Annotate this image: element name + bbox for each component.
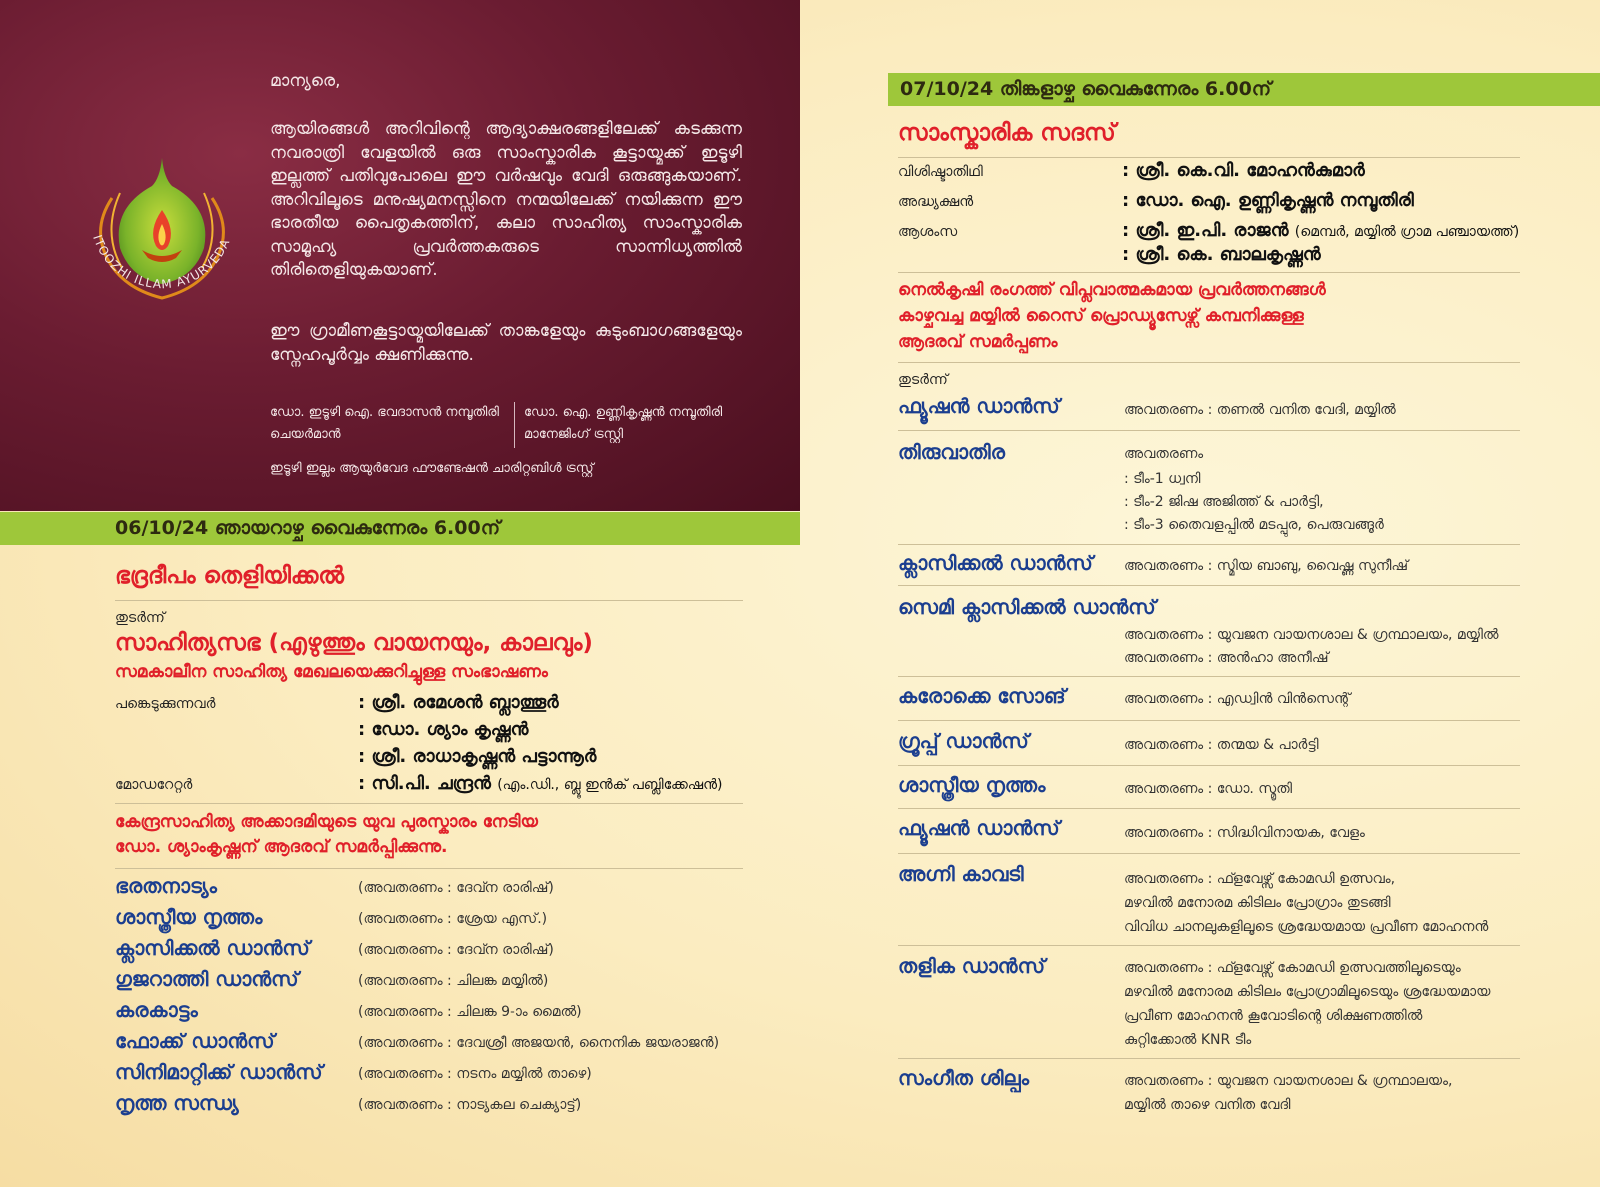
day2-followed-by: തുടർന്ന് (898, 372, 948, 388)
day2-honour-line-3: ആദരവ് സമർപ്പണം (898, 332, 1058, 352)
program-performer: (അവതരണം : ശ്രേയ എസ്.) (358, 911, 548, 927)
program-performer: അവതരണം : യുവജന വായനശാല & ഗ്രന്ഥാലയം, മയ്യിൽ (1124, 627, 1499, 643)
divider (898, 585, 1520, 586)
program-name: ഫ്യൂഷൻ ഡാൻസ് (898, 816, 1060, 840)
participant: : ശ്രീ. രമേശൻ ബ്ലാത്തൂർ (358, 692, 559, 713)
participants-label: പങ്കെടുക്കുന്നവർ (115, 696, 216, 712)
signature-divider (514, 402, 515, 448)
program-performer: അവതരണം : ഡോ. സ്മൃതി (1124, 781, 1293, 797)
guest-name: : ശ്രീ. കെ.വി. മോഹൻകുമാർ (1122, 160, 1365, 181)
moderator-name: : സി.പി. ചന്ദ്രൻ (358, 773, 491, 794)
divider (898, 362, 1520, 363)
divider (115, 868, 743, 869)
president-label: അദ്ധ്യക്ഷൻ (898, 194, 974, 210)
program-name: തളിക ഡാൻസ് (898, 954, 1046, 978)
felicitation-label: ആശംസ (898, 224, 958, 240)
divider (115, 600, 743, 601)
program-performer: അവതരണം (1124, 446, 1204, 462)
program-performer: മഴവിൽ മനോരമ കിടിലം പ്രോഗ്രാമിലൂടെയും ശ്രദ്ധേയമായ (1124, 984, 1491, 1000)
program-performer: (അവതരണം : ദേവ്ന രാരിഷ്) (358, 942, 554, 958)
signatory-2-role: മാനേജിംഗ് ട്രസ്റ്റി (524, 427, 624, 442)
program-name: തിരുവാതിര (898, 440, 1005, 464)
signatory-1-role: ചെയർമാൻ (270, 427, 341, 442)
program-performer: അവതരണം : അൻഹാ അനീഷ് (1124, 650, 1329, 666)
program-name: ഫ്യൂഷൻ ഡാൻസ് (898, 394, 1060, 418)
signatory-2-name: ഡോ. ഐ. ഉണ്ണികൃഷ്ണൻ നമ്പൂതിരി (524, 405, 723, 420)
day1-honour-line-2: ഡോ. ശ്യാംകൃഷ്ണന് ആദരവ് സമർപ്പിക്കുന്നു. (115, 837, 448, 857)
felicitation-note: (മെമ്പർ, മയ്യിൽ ഗ്രാമ പഞ്ചായത്ത്) (1294, 224, 1520, 240)
program-performer: മഴവിൽ മനോരമ കിടിലം പ്രോഗ്രാം തുടങ്ങി (1124, 895, 1391, 911)
felicitation-name (1122, 220, 1519, 241)
program-name: കരോക്കെ സോങ് (898, 684, 1066, 708)
divider (898, 544, 1520, 545)
divider (898, 272, 1520, 273)
program-performer: അവതരണം : സിദ്ധിവിനായക, വേളം (1124, 825, 1365, 841)
divider (898, 765, 1520, 766)
guest-label: വിശിഷ്ടാതിഥി (898, 164, 983, 180)
letter-salutation: മാന്യരെ, (270, 71, 341, 91)
signatory-1 (270, 402, 499, 446)
day1-followed-by: തുടർന്ന് (115, 610, 165, 626)
foundation-logo (72, 138, 252, 338)
program-performer: (അവതരണം : ദേവശ്രീ അജയൻ, നൈനിക ജയരാജൻ) (358, 1035, 720, 1051)
trust-name: ഇടൂഴി ഇല്ലം ആയുർവേദ ഫൗണ്ടേഷൻ ചാരിറ്റബിൾ ട്രസ്റ്റ് (270, 461, 594, 476)
participant: : ഡോ. ശ്യാം കൃഷ്ണൻ (358, 719, 529, 740)
day2-honour-line-2: കാഴ്ചവച്ച മയ്യിൽ റൈസ് പ്രൊഡ്യൂസേഴ്സ് കമ്പനിക്കുള്ള (898, 306, 1304, 326)
sahithyasabha-title: സാഹിത്യസഭ (എഴുത്തും വായനയും, കാലവും) (115, 630, 593, 656)
program-performer: അവതരണം : സ്മിയ ബാബു, വൈഷ്ണ സുനീഷ് (1124, 558, 1408, 574)
president-name: : ഡോ. ഐ. ഉണ്ണികൃഷ്ണൻ നമ്പൂതിരി (1122, 190, 1414, 211)
letter-paragraph-2: ഈ ഗ്രാമീണകൂട്ടായ്മയിലേക്ക് താങ്കളേയും കുടുംബാഗങ്ങളേയും സ്നേഹപൂർവ്വം ക്ഷണിക്കുന്നു. (270, 321, 742, 365)
signatory-2 (524, 402, 722, 446)
program-performer: (അവതരണം : ചിലങ്ക 9-ാം മൈൽ) (358, 1004, 582, 1020)
program-performer: അവതരണം : യുവജന വായനശാല & ഗ്രന്ഥാലയം, (1124, 1073, 1453, 1089)
program-name: സംഗീത ശില്പം (898, 1066, 1030, 1090)
day1-honour-line-1: കേന്ദ്രസാഹിത്യ അക്കാദമിയുടെ യുവ പുരസ്കാരം നേടിയ (115, 812, 538, 832)
program-performer: : ടീം-2 ജിഷ അജിത്ത് & പാർട്ടി, (1124, 494, 1324, 510)
program-performer: (അവതരണം : നാട്യകല ചെക്യാട്ട്) (358, 1097, 582, 1113)
day1-date: 06/10/24 ഞായറാഴ്ച വൈകുന്നേരം 6.00ന് (115, 517, 501, 539)
moderator (358, 773, 723, 794)
moderator-label: മോഡറേറ്റർ (115, 777, 193, 793)
program-name: ശാസ്ത്രീയ നൃത്തം (115, 905, 263, 929)
logo-text: ITOOZHI ILLAM AYURVEDA (90, 233, 233, 292)
program-performer: (അവതരണം : നടനം മയ്യിൽ താഴെ) (358, 1066, 592, 1082)
program-name: ഭരതനാട്യം (115, 874, 217, 898)
divider (898, 157, 1520, 158)
moderator-note: (എം.ഡി., ബ്ലൂ ഇൻക് പബ്ലിക്കേഷൻ) (497, 777, 723, 793)
day2-date: 07/10/24 തിങ്കളാഴ്ച വൈകുന്നേരം 6.00ന് (900, 78, 1272, 100)
signatory-1-name: ഡോ. ഇടൂഴി ഐ. ഭവദാസൻ നമ്പൂതിരി (270, 405, 499, 420)
divider (898, 676, 1520, 677)
divider (898, 945, 1520, 946)
program-performer: അവതരണം : ഫ്ളവേഴ്സ് കോമഡി ഉത്സവം, (1124, 871, 1396, 887)
program-name: ഫോക്ക് ഡാൻസ് (115, 1029, 275, 1053)
felicitation-name-2: : ശ്രീ. കെ. ബാലകൃഷ്ണൻ (1122, 244, 1321, 265)
program-performer: : ടീം-3 തൈവളപ്പിൽ മടപ്പുര, പെരുവങ്ങൂർ (1124, 517, 1384, 533)
day2-honour-line-1: നെൽകൃഷി രംഗത്ത് വിപ്ലവാത്മകമായ പ്രവർത്തനങ്ങൾ (898, 280, 1326, 300)
program-performer: അവതരണം : തന്മയ & പാർട്ടി (1124, 737, 1319, 753)
divider (898, 720, 1520, 721)
divider (898, 808, 1520, 809)
program-performer: (അവതരണം : ദേവ്ന രാരിഷ്) (358, 880, 554, 896)
program-name: നൃത്ത സന്ധ്യ (115, 1091, 239, 1115)
day2-title: സാംസ്കാരിക സദസ് (898, 120, 1116, 146)
felicitation-person: : ശ്രീ. ഇ.പി. രാജൻ (1122, 220, 1289, 241)
program-name: ക്ലാസിക്കൽ ഡാൻസ് (115, 936, 310, 960)
divider (898, 1058, 1520, 1059)
program-performer: : ടീം-1 ധ്വനി (1124, 471, 1201, 487)
program-performer: അവതരണം : തണൽ വനിത വേദി, മയ്യിൽ (1124, 402, 1396, 418)
program-performer: വിവിധ ചാനലുകളിലൂടെ ശ്രദ്ധേയമായ പ്രവീണ മോഹനൻ (1124, 919, 1489, 935)
program-performer: (അവതരണം : ചിലങ്ക മയ്യിൽ) (358, 973, 549, 989)
program-name: ഗ്രൂപ്പ് ഡാൻസ് (898, 729, 1029, 753)
program-name: ക്ലാസിക്കൽ ഡാൻസ് (898, 551, 1093, 575)
divider (898, 853, 1520, 854)
program-name: ശാസ്ത്രീയ നൃത്തം (898, 773, 1046, 797)
program-performer: പ്രവീണ മോഹനൻ കൂവോടിന്റെ ശിക്ഷണത്തിൽ (1124, 1008, 1423, 1024)
program-name: അഗ്നി കാവടി (898, 862, 1024, 886)
program-name: സിനിമാറ്റിക്ക് ഡാൻസ് (115, 1060, 323, 1084)
sahithyasabha-subtitle: സമകാലീന സാഹിത്യ മേഖലയെക്കുറിച്ചുള്ള സംഭാഷണം (115, 662, 548, 682)
program-performer: മയ്യിൽ താഴെ വനിത വേദി (1124, 1097, 1291, 1113)
program-name: സെമി ക്ലാസിക്കൽ ഡാൻസ് (898, 595, 1156, 619)
day1-opening: ഭദ്രദീപം തെളിയിക്കൽ (115, 563, 344, 589)
divider (115, 803, 743, 804)
letter-paragraph-1: ആയിരങ്ങൾ അറിവിന്റെ ആദ്യാക്ഷരങ്ങളിലേക്ക് കടക്കുന്ന നവരാത്രി വേളയിൽ ഒരു സാംസ്കാരിക കൂട്ടായ്മക്ക് ഇടൂഴി ഇല്ലത്ത് പതിവുപോലെ ഈ വർഷവും വേദി ഒരുങ്ങുകയാണ്. അറിവിലൂടെ മനുഷ്യമനസ്സിനെ നന്മയിലേക്ക് നയിക്കുന്ന ഈ ഭാരതീയ പൈതൃകത്തിന്, കലാ സാഹിത്യ സാംസ്കാരിക സാമൂഹ്യ പ്രവർത്തകരുടെ സാന്നിധ്യത്തിൽ തിരിതെളിയുകയാണ്. (270, 119, 742, 280)
program-performer: അവതരണം : ഫ്ളവേഴ്സ് കോമഡി ഉത്സവത്തിലൂടെയും (1124, 960, 1461, 976)
program-performer: അവതരണം : എഡ്വിൻ വിൻസെന്റ് (1124, 691, 1351, 707)
program-performer: കുറ്റിക്കോൽ KNR ടീം (1124, 1032, 1252, 1048)
participant: : ശ്രീ. രാധാകൃഷ്ണൻ പട്ടാന്നൂർ (358, 746, 597, 767)
divider (898, 430, 1520, 431)
program-name: കരകാട്ടം (115, 998, 198, 1022)
program-name: ഗുജറാത്തി ഡാൻസ് (115, 967, 299, 991)
